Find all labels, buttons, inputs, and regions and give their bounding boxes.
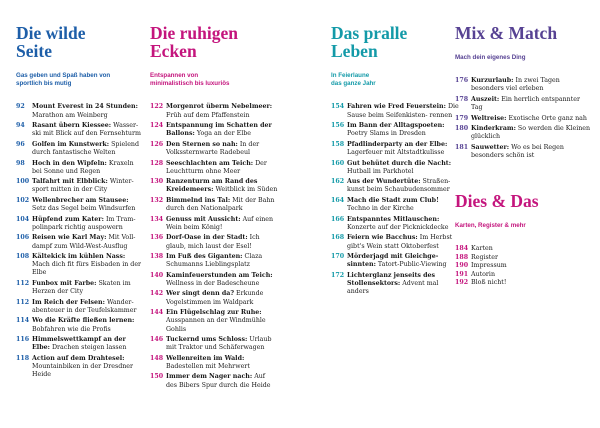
section-title-line: Seite bbox=[16, 41, 52, 61]
entry-title: Funbox mit Farbe: bbox=[32, 279, 97, 287]
entry-text bbox=[166, 373, 278, 389]
entry-description: Kraxeln bei Sonne und Regen bbox=[32, 159, 134, 175]
toc-entry bbox=[455, 96, 591, 112]
toc-entry bbox=[16, 280, 144, 296]
entry-text bbox=[32, 317, 144, 333]
section-subtitle bbox=[150, 72, 278, 88]
entry-description: Tatort-Public-Viewing bbox=[375, 261, 447, 269]
section-title-line: Ecken bbox=[150, 41, 197, 61]
page-number: 160 bbox=[331, 159, 345, 167]
toc-entry bbox=[331, 272, 459, 297]
entry-text bbox=[32, 216, 144, 232]
toc-entry bbox=[150, 253, 278, 269]
entry-title: Aus der Wundertüte: bbox=[347, 178, 421, 186]
entry-title: Wer singt denn da? bbox=[166, 290, 235, 298]
section-title-line: Die wilde bbox=[16, 23, 86, 43]
page-number: 178 bbox=[455, 95, 469, 103]
toc-entry bbox=[16, 103, 144, 119]
entry-description: Weitblick im Süden bbox=[213, 186, 278, 194]
entry-text bbox=[166, 160, 278, 176]
section-subtitle-line: Gas geben und Spaß haben von bbox=[16, 72, 111, 79]
entry-title: Dorf-Oase in der Stadt: bbox=[166, 234, 248, 242]
entry-title: Wo die Kräfte fließen lernen: bbox=[32, 317, 135, 325]
toc-entry bbox=[16, 299, 144, 315]
page-number: 190 bbox=[455, 262, 469, 270]
entry-description: Urlaub mit Traktor und Schäferwagen bbox=[166, 336, 272, 352]
entry-text bbox=[166, 178, 278, 194]
page-number: 168 bbox=[331, 234, 345, 242]
entry-title: Weltreise: bbox=[471, 114, 507, 122]
entry-title: Im Fuß des Giganten: bbox=[166, 253, 243, 261]
page-number: 170 bbox=[331, 253, 345, 261]
entry-description: Skaten im Herzen der City bbox=[32, 279, 131, 296]
entry-description: So werden die Kleinen glücklich bbox=[471, 125, 591, 141]
toc-entry bbox=[16, 178, 144, 194]
entry-description: Advent mal anders bbox=[347, 279, 439, 296]
entry-description: Bobfahren wie die Profis bbox=[32, 325, 111, 333]
entry-description: Mountainbiken in der Dresdner Heide bbox=[32, 362, 134, 379]
entry-description: Impressum bbox=[471, 262, 507, 270]
toc-entry bbox=[150, 336, 278, 352]
entry-text bbox=[471, 144, 591, 160]
entry-description: Auf des Bibers Spur durch die Heide bbox=[166, 373, 271, 389]
toc-entry bbox=[150, 373, 278, 389]
page-number: 138 bbox=[150, 253, 164, 261]
section-subtitle bbox=[331, 72, 459, 88]
entry-title: Ranzenturm am Rand des Kreidemeers: bbox=[166, 178, 258, 194]
page-number: 128 bbox=[150, 159, 164, 167]
page-number: 192 bbox=[455, 279, 469, 287]
entry-description: Drachen steigen lassen bbox=[49, 344, 127, 352]
section-title-line: Die ruhigen bbox=[150, 23, 238, 43]
toc-entry bbox=[455, 125, 591, 141]
entry-title: Wellenbrecher am Stausee: bbox=[32, 196, 129, 204]
entry-description: Claza Schumanns Lieblingsplatz bbox=[166, 253, 263, 269]
page-number: 144 bbox=[150, 309, 164, 317]
section-subtitle-line: das ganze Jahr bbox=[331, 80, 376, 88]
toc-entry bbox=[455, 77, 591, 93]
entry-title: Rasant übern Kiessee: bbox=[32, 122, 112, 130]
page-number: 126 bbox=[150, 140, 164, 148]
entry-description: Techno in der Kirche bbox=[347, 205, 414, 213]
toc-entry bbox=[455, 254, 591, 262]
entry-title: Den Sternen so nah: bbox=[166, 140, 238, 148]
entry-text bbox=[166, 197, 278, 213]
page-number: 154 bbox=[331, 103, 345, 111]
toc-entry bbox=[150, 290, 278, 306]
section-title bbox=[455, 24, 591, 42]
page-number: 104 bbox=[16, 215, 30, 223]
page-number: 116 bbox=[16, 336, 30, 344]
entry-title: Im Bann der Alltagspoeten: bbox=[347, 122, 445, 130]
entry-title: Ein Flügelschlag zur Ruhe: bbox=[166, 309, 262, 317]
entry-text bbox=[32, 178, 144, 194]
toc-entry bbox=[16, 197, 144, 213]
toc-entry bbox=[150, 272, 278, 288]
entry-title: Mount Everest in 24 Stunden: bbox=[32, 103, 138, 111]
entry-list bbox=[331, 103, 459, 296]
page-number: 112 bbox=[16, 298, 30, 306]
page-number: 102 bbox=[16, 196, 30, 204]
toc-entry bbox=[150, 355, 278, 371]
entry-text bbox=[347, 141, 459, 157]
page-number: 118 bbox=[16, 354, 30, 362]
toc-column-1 bbox=[16, 24, 144, 382]
entry-text bbox=[166, 103, 278, 119]
entry-description: Autorin bbox=[471, 270, 496, 278]
page-number: 112 bbox=[16, 279, 30, 287]
toc-entry bbox=[455, 271, 591, 279]
toc-entry bbox=[16, 141, 144, 157]
entry-text bbox=[32, 355, 144, 380]
entry-text bbox=[166, 234, 278, 250]
entry-title: Pfadlinderparty an der Elbe: bbox=[347, 140, 448, 148]
entry-title: Bimmelnd ins Tal: bbox=[166, 196, 231, 204]
page-number: 108 bbox=[16, 253, 30, 261]
toc-column-2 bbox=[150, 24, 278, 392]
toc-entry bbox=[16, 160, 144, 176]
entry-title: Feiern wie Bacchus: bbox=[347, 234, 418, 242]
entry-title: Auszeit: bbox=[471, 95, 500, 103]
page-number: 164 bbox=[331, 196, 345, 204]
entry-description: Marathon am Weinberg bbox=[32, 111, 108, 119]
entry-description: Ausspannen an der Windmühle Gohlis bbox=[166, 317, 266, 333]
entry-list bbox=[16, 103, 144, 379]
page-number: 114 bbox=[16, 317, 30, 325]
page-number: 140 bbox=[150, 271, 164, 279]
entry-text bbox=[166, 122, 278, 138]
page-number: 150 bbox=[150, 373, 164, 381]
section-title bbox=[331, 24, 459, 60]
entry-description: In zwei Tagen besonders viel erleben bbox=[471, 77, 560, 93]
entry-description: In der Volkssternwarte Radebeul bbox=[166, 140, 260, 157]
entry-description: Exotische Orte ganz nah bbox=[506, 114, 587, 122]
section-subtitle-line: Mach dein eigenes Ding bbox=[455, 54, 526, 61]
entry-title: Kaminfeuerstunden am Teich: bbox=[166, 271, 273, 279]
entry-text bbox=[166, 253, 278, 269]
entry-title: Entspanntes Mitlauschen: bbox=[347, 215, 440, 223]
section-subtitle-line: sportlich bis mutig bbox=[16, 80, 72, 88]
page-number: 106 bbox=[16, 234, 30, 242]
page-number: 96 bbox=[16, 140, 25, 148]
entry-list bbox=[455, 77, 591, 160]
entry-text bbox=[32, 141, 144, 157]
toc-entry bbox=[16, 234, 144, 250]
entry-title: Golfen im Kunstwerk: bbox=[32, 140, 110, 148]
toc-entry bbox=[331, 122, 459, 138]
entry-text bbox=[347, 122, 459, 138]
entry-description: Im Herbst gibt's Wein statt Oktoberfest bbox=[347, 234, 453, 250]
entry-description: Poetry Slams in Dresden bbox=[347, 130, 426, 138]
entry-description: Mit Voll- dampf zum Wild-West-Ausflug bbox=[32, 234, 136, 250]
entry-title: Wellenreiten im Wald: bbox=[166, 354, 245, 362]
entry-text bbox=[347, 103, 459, 119]
entry-description: Im Tram- polinpark richtig auspowern bbox=[32, 215, 136, 231]
toc-entry bbox=[331, 160, 459, 176]
toc-entry bbox=[16, 216, 144, 232]
toc-entry bbox=[150, 309, 278, 334]
entry-description: Badestellen mit Mehrwert bbox=[166, 362, 250, 370]
entry-text bbox=[347, 253, 459, 269]
toc-entry bbox=[150, 197, 278, 213]
toc-entry bbox=[455, 262, 591, 270]
entry-text bbox=[471, 125, 591, 141]
entry-title: Himmelswettkampf an der Elbe: bbox=[32, 336, 126, 352]
entry-title: Fahren wie Fred Feuerstein: bbox=[347, 103, 446, 111]
entry-description: Register bbox=[471, 253, 499, 261]
entry-text bbox=[32, 160, 144, 176]
toc-entry bbox=[331, 178, 459, 194]
entry-description: Mach dich fit fürs Eisbaden in der Elbe bbox=[32, 261, 142, 277]
entry-title: Talfahrt mit Elbblick: bbox=[32, 178, 108, 186]
toc-entry bbox=[16, 355, 144, 380]
page-number: 100 bbox=[16, 178, 30, 186]
entry-title: Mörderjagd mit Gleichge- sinnten: bbox=[347, 253, 439, 269]
entry-title: Hoch in den Wipfeln: bbox=[32, 159, 107, 167]
entry-text bbox=[347, 272, 459, 297]
toc-entry bbox=[331, 253, 459, 269]
toc-entry bbox=[16, 253, 144, 278]
section-subtitle bbox=[455, 54, 591, 62]
entry-text bbox=[32, 253, 144, 278]
entry-description: Der Leuchtturm ohne Meer bbox=[166, 159, 267, 175]
toc-entry bbox=[150, 160, 278, 176]
entry-text bbox=[166, 272, 278, 288]
page-number: 124 bbox=[150, 122, 164, 130]
section-title bbox=[150, 24, 278, 60]
toc-entry bbox=[150, 141, 278, 157]
page-number: 188 bbox=[455, 253, 469, 261]
entry-title: Genuss mit Aussicht: bbox=[166, 215, 241, 223]
entry-text bbox=[32, 234, 144, 250]
page-number: 122 bbox=[150, 103, 164, 111]
entry-text bbox=[166, 216, 278, 232]
toc-entry bbox=[331, 141, 459, 157]
entry-description: Ein herrlich entspannter Tag bbox=[471, 95, 581, 112]
toc-entry bbox=[455, 279, 591, 287]
entry-title: Tuckernd ums Schloss: bbox=[166, 336, 248, 344]
entry-title: Lichterglanz jenseits des Stollensektors: bbox=[347, 271, 436, 287]
entry-title: Sauwetter: bbox=[471, 143, 510, 151]
toc-entry bbox=[455, 144, 591, 160]
entry-title: Gut behütet durch die Nacht: bbox=[347, 159, 452, 167]
section-subtitle-line: minimalistisch bis luxuriös bbox=[150, 80, 230, 88]
entry-title: Im Reich der Felsen: bbox=[32, 298, 105, 306]
entry-description: Lagerfeuer mit Altstadtkulisse bbox=[347, 149, 445, 157]
section-title-line: Leben bbox=[331, 41, 378, 61]
toc-entry bbox=[150, 178, 278, 194]
section-title-line: Das pralle bbox=[331, 23, 408, 43]
page-number: 179 bbox=[455, 114, 469, 122]
page-number: 134 bbox=[150, 215, 164, 223]
entry-text bbox=[32, 299, 144, 315]
entry-description: Konzerte auf der Picknickdecke bbox=[347, 223, 449, 231]
page-number: 158 bbox=[331, 140, 345, 148]
entry-text bbox=[32, 122, 144, 138]
entry-list bbox=[150, 103, 278, 389]
page-number: 98 bbox=[16, 159, 25, 167]
page-number: 166 bbox=[331, 215, 345, 223]
toc-entry bbox=[150, 234, 278, 250]
toc-entry bbox=[150, 122, 278, 138]
entry-text bbox=[166, 141, 278, 157]
entry-title: Mach die Stadt zum Club! bbox=[347, 196, 439, 204]
page-number: 136 bbox=[150, 234, 164, 242]
entry-title: Entspannung im Schatten der Ballons: bbox=[166, 122, 272, 138]
page-number: 176 bbox=[455, 77, 469, 85]
page-number: 146 bbox=[150, 336, 164, 344]
entry-description: Wasser- ski mit Blick auf den Fernsehturm bbox=[32, 122, 141, 138]
entry-text bbox=[32, 103, 144, 119]
toc-entry bbox=[150, 216, 278, 232]
entry-title: Reisen wie Karl May: bbox=[32, 234, 107, 242]
toc-entry bbox=[455, 245, 591, 253]
entry-text bbox=[166, 309, 278, 334]
entry-list bbox=[455, 245, 591, 287]
page-number: 162 bbox=[331, 178, 345, 186]
entry-description: Yoga an der Elbe bbox=[194, 130, 251, 138]
toc-entry bbox=[455, 115, 591, 123]
entry-text bbox=[347, 216, 459, 232]
page-number: 191 bbox=[455, 270, 469, 278]
entry-description: Wellness in der Badescheune bbox=[166, 279, 260, 287]
entry-text bbox=[471, 96, 591, 112]
entry-text bbox=[32, 197, 144, 213]
entry-description: Bloß nicht! bbox=[471, 279, 507, 287]
entry-text bbox=[471, 115, 591, 123]
page-number: 132 bbox=[150, 196, 164, 204]
section-subtitle-line: In Feierlaune bbox=[331, 72, 370, 79]
entry-description: Straßen- kunst beim Schaubudensommer bbox=[347, 178, 451, 194]
section-subtitle-line: Entspannen von bbox=[150, 72, 199, 79]
page-number: 181 bbox=[455, 143, 469, 151]
page-number: 148 bbox=[150, 354, 164, 362]
entry-description: Spielend durch fantastische Welten bbox=[32, 140, 140, 157]
page-number: 94 bbox=[16, 122, 25, 130]
entry-description: Mit der Bahn durch den Nationalpark bbox=[166, 196, 275, 213]
entry-text bbox=[347, 160, 459, 176]
entry-title: Kältekick im kühlen Nass: bbox=[32, 253, 126, 261]
entry-title: Seeschlachten am Teich: bbox=[166, 159, 254, 167]
entry-description: Auf einen Wein beim König! bbox=[166, 215, 274, 231]
entry-description: Winter- sport mitten in der City bbox=[32, 178, 134, 194]
entry-title: Hüpfend zum Kater: bbox=[32, 215, 104, 223]
toc-entry bbox=[331, 103, 459, 119]
entry-description: Die Sause beim Seifenkisten- rennen bbox=[347, 103, 459, 119]
toc-entry bbox=[16, 317, 144, 333]
section-title-line: Mix & Match bbox=[455, 23, 558, 43]
entry-description: Ich glaub, mich laust der Esel! bbox=[166, 234, 260, 250]
section-title bbox=[16, 24, 144, 60]
entry-description: Früh auf dem Pfaffenstein bbox=[166, 111, 250, 119]
entry-text bbox=[347, 178, 459, 194]
entry-text bbox=[32, 280, 144, 296]
entry-description: Karten bbox=[471, 245, 493, 253]
entry-text bbox=[347, 234, 459, 250]
entry-description: Wander- abenteuer in der Teufelskammer bbox=[32, 298, 137, 314]
toc-column-4 bbox=[455, 24, 591, 287]
toc-entry bbox=[331, 234, 459, 250]
page-number: 130 bbox=[150, 178, 164, 186]
toc-entry bbox=[331, 197, 459, 213]
toc-entry bbox=[16, 336, 144, 352]
entry-description: Erkunde Vogelstimmen im Waldpark bbox=[166, 290, 264, 306]
section-title: Dies & Das bbox=[455, 191, 539, 212]
section-subtitle bbox=[16, 72, 144, 88]
toc-column-3 bbox=[331, 24, 459, 299]
entry-text bbox=[166, 290, 278, 306]
entry-description: Setz das Segel beim Windsurfen bbox=[32, 205, 136, 213]
entry-title: Morgenrot überm Nebelmeer: bbox=[166, 103, 273, 111]
page-number: 92 bbox=[16, 103, 25, 111]
entry-description: Hutball im Parkhotel bbox=[347, 167, 414, 175]
entry-text bbox=[166, 355, 278, 371]
entry-title: Kinderkram: bbox=[471, 125, 516, 133]
page-number: 180 bbox=[455, 125, 469, 133]
toc-entry bbox=[331, 216, 459, 232]
entry-text bbox=[32, 336, 144, 352]
entry-title: Immer dem Nager nach: bbox=[166, 373, 253, 381]
entry-title: Action auf dem Drahtesel: bbox=[32, 354, 125, 362]
entry-text bbox=[347, 197, 459, 213]
section-subtitle: Karten, Register & mehr bbox=[455, 222, 526, 230]
page-number: 156 bbox=[331, 122, 345, 130]
entry-title: Kurzurlaub: bbox=[471, 77, 514, 85]
page-number: 142 bbox=[150, 290, 164, 298]
entry-text bbox=[166, 336, 278, 352]
entry-text bbox=[471, 77, 591, 93]
toc-entry bbox=[150, 103, 278, 119]
entry-description: Wo es bei Regen besonders schön ist bbox=[471, 143, 564, 160]
page-number: 172 bbox=[331, 271, 345, 279]
toc-entry bbox=[16, 122, 144, 138]
page-number: 184 bbox=[455, 245, 469, 253]
